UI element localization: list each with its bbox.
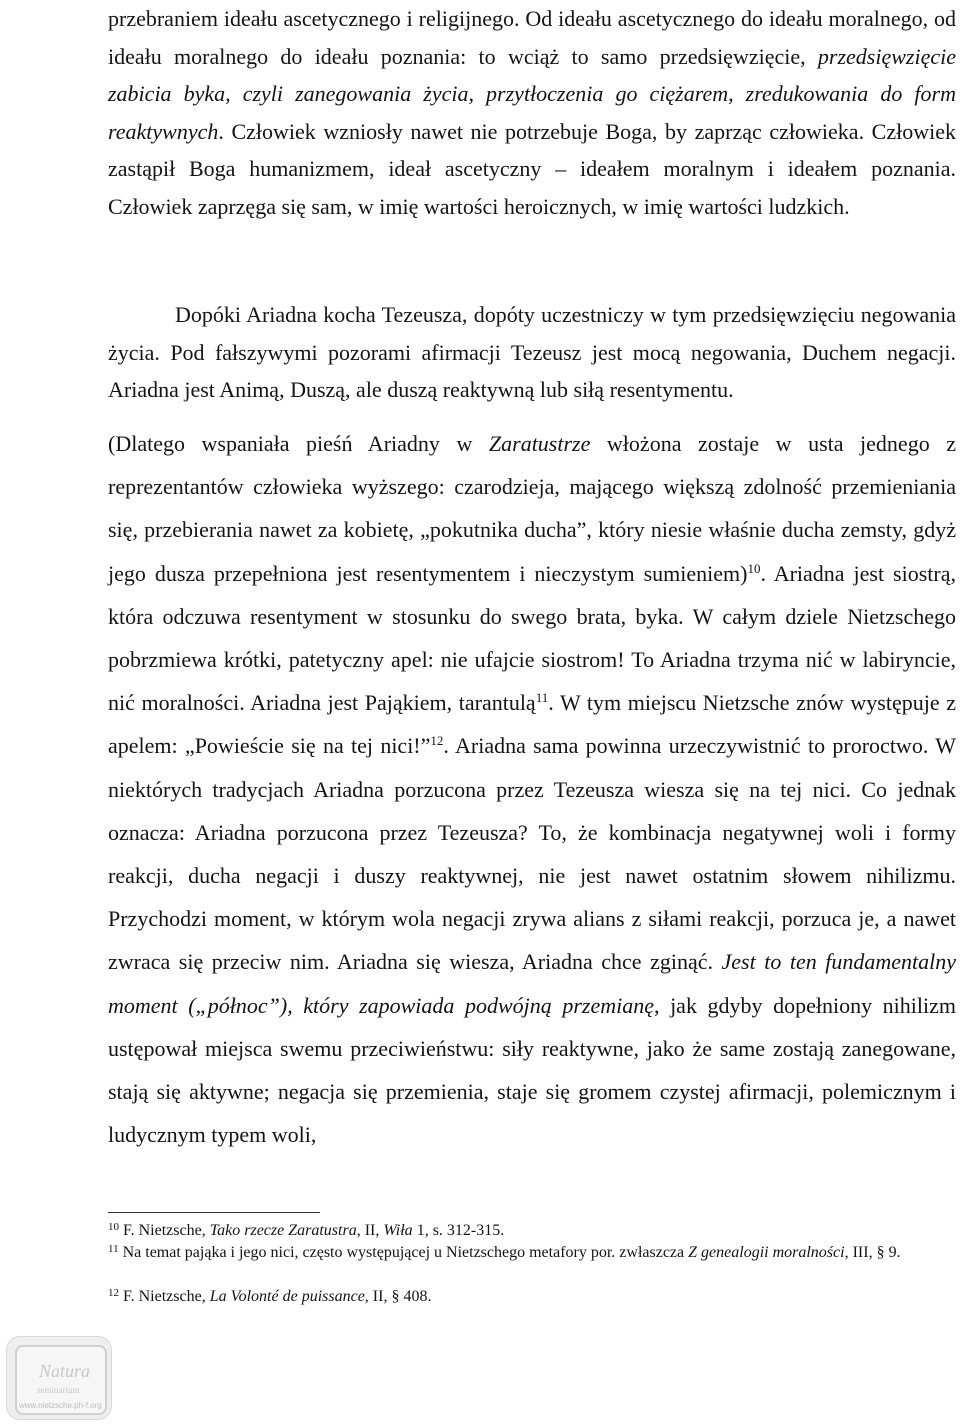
logo-mark: Natura [39,1361,91,1381]
text: , jak gdyby dopełniony nihilizm ustępował miejsca swemu przeciwieństwu: siły reaktywne, jako że same zostają zanegowane, stają się aktywne; negacja się przemienia, staje się gromem czystej afirmacji, polemicznym i ludycznym typem woli, [108,992,956,1148]
paragraph-2-part-1 [108,296,956,409]
paragraph-1 [108,0,956,225]
text: , II, § 408. [364,1288,432,1305]
text: Na temat pająka i jego nici, często występującej u Nietzschego metafory por. zwłaszcza [118,1244,689,1261]
footnote-10 [108,1221,956,1240]
italic-title: Zaratustrze [488,431,591,456]
italic-text: przedsięwzięcie zabicia byka, czyli zanegowania życia, przytłoczenia go ciężarem, zredukowania do form reaktywnych [108,43,956,144]
text: , III, § 9. [844,1244,901,1261]
logo-url: www.nietzsche.ph-f.org [19,1401,102,1410]
footnote-12 [108,1287,956,1306]
italic-text: Jest to ten fundamentalny moment („północ”), który zapowiada podwójną przemianę [108,949,956,1018]
text: . Ariadna sama powinna urzeczywistnić to proroctwo. W niektórych tradycjach Ariadna porzucona przez Tezeusza wiesza się na tej nici. Co jednak oznacza: Ariadna porzucona przez Tezeusza? To, że kombinacja negatywnej woli i formy reakcji, ducha negacji i duszy reaktywnej, nie jest nawet ostatnim słowem nihilizmu. Przychodzi moment, w którym wola negacji zrywa alians z siłami reakcji, porzuca je, a nawet zwraca się przeciw nim. Ariadna się wiesza, Ariadna chce zginąć. [108,733,956,975]
footnote-number: 11 [108,1243,119,1255]
footnote-11 [108,1243,956,1262]
text: . Człowiek wzniosły nawet nie potrzebuje Boga, by zaprząc człowieka. Człowiek zastąpił Boga humanizmem, ideał ascetyczny – ideałem moralnym i ideałem poznania. Człowiek zaprzęga się sam, w imię wartości heroicznych, w imię wartości ludzkich. [108,118,956,219]
text: F. Nietzsche, [119,1222,210,1239]
text: 1, s. 312-315. [412,1222,505,1239]
italic-title: La Volonté de puissance [209,1288,365,1305]
paragraph-2-part-2 [108,422,956,1156]
footnote-ref-11: 11 [535,690,549,706]
text: przebraniem ideału ascetycznego i religijnego. Od ideału ascetycznego do ideału moralnego, od ideału moralnego do ideału poznania: to wciąż to samo przedsięwzięcie, [108,6,956,69]
text: . W tym miejscu Nietzsche znów występuje z apelem: „Powieście się na tej nici!” [108,690,956,759]
logo-subtitle: seminarium [37,1385,80,1395]
text: F. Nietzsche, [119,1288,210,1305]
text: (Dlatego wspaniała pieśń Ariadny w [108,431,489,456]
footnote-ref-10: 10 [747,560,761,576]
text: , II, [356,1222,384,1239]
footnote-separator [108,1212,320,1213]
footnote-number: 12 [108,1287,119,1299]
text: Dopóki Ariadna kocha Tezeusza, dopóty uczestniczy w tym przedsięwzięciu negowania życia. Pod fałszywymi pozorami afirmacji Tezeusz jest mocą negowania, Duchem negacji. Ariadna jest Animą, Duszą, ale duszą reaktywną lub siłą resentymentu. [108,302,956,402]
italic-title: Z genealogii moralności [688,1244,845,1261]
text: . Ariadna jest siostrą, która odczuwa resentyment w stosunku do swego brata, byka. W całym dziele Nietzschego pobrzmiewa krótki, patetyczny apel: nie ufajcie siostrom! To Ariadna trzyma nić w labiryncie, nić moralności. Ariadna jest Pająkiem, tarantulą [108,560,956,716]
italic-title: Tako rzecze Zaratustra [209,1222,357,1239]
italic-title: Wiła [383,1222,413,1239]
watermark-logo [6,1336,112,1420]
text: włożona zostaje w usta jednego z reprezentantów człowieka wyższego: czarodzieja, mającego większą zdolność przemieniania się, przebierania nawet za kobietę, „pokutnika ducha”, który niesie właśnie ducha zemsty, gdyż jego dusza przepełniona jest resentymentem i nieczystym sumieniem) [108,431,957,586]
footnote-number: 10 [108,1221,119,1233]
footnote-ref-12: 12 [430,733,444,749]
